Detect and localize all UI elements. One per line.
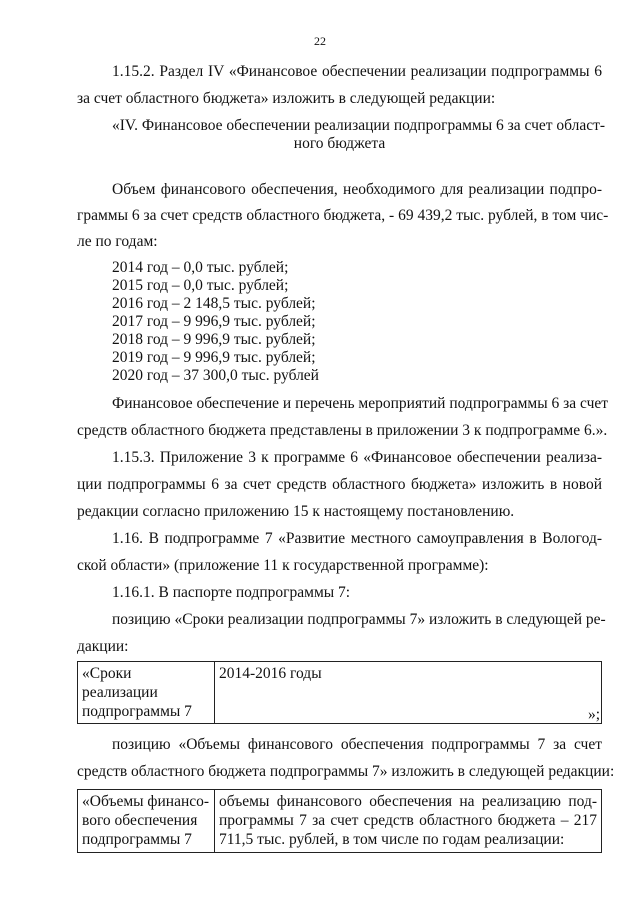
paragraph-4-line-2: ции подпрограммы 6 за счет средств областного бюджета» изложить в новой	[77, 476, 602, 493]
table-deadlines	[77, 661, 602, 724]
table-funding	[77, 789, 602, 853]
paragraph-5-line-2: ской области» (приложение 11 к государственной программе):	[77, 557, 489, 574]
paragraph-6-line-1: 1.16.1. В паспорте подпрограммы 7:	[112, 584, 351, 601]
section-heading-line-2: ного бюджета	[293, 135, 386, 152]
paragraph-7-line-2: дакции:	[77, 638, 129, 655]
table-deadlines-label-cell	[78, 662, 215, 724]
section-heading-line-1: «IV. Финансовое обеспечении реализации подпрограммы 6 за счет област-	[112, 117, 606, 134]
paragraph-2-line-2: граммы 6 за счет средств областного бюджета, - 69 439,2 тыс. рублей, в том чис-	[77, 207, 609, 224]
page-number: 22	[314, 34, 326, 48]
paragraph-2-line-1: Объем финансового обеспечения, необходимого для реализации подпро-	[112, 181, 602, 198]
year-item: 2017 год – 9 996,9 тыс. рублей;	[112, 313, 316, 330]
table-funding-value-cell	[215, 790, 602, 853]
table-funding-label-line-2: вого обеспечения	[82, 812, 198, 829]
paragraph-8-line-1: позицию «Объемы финансового обеспечения подпрограммы 7 за счет	[112, 736, 602, 753]
year-item: 2016 год – 2 148,5 тыс. рублей;	[112, 295, 316, 312]
table-deadlines-label-line-1: «Сроки реализации	[82, 665, 158, 701]
table-funding-label-cell	[78, 790, 215, 853]
paragraph-4-line-1: 1.15.3. Приложение 3 к программе 6 «Финансовое обеспечении реализа-	[112, 449, 602, 466]
table-funding-label-line-1: «Объемы финансо-	[82, 793, 210, 810]
table-deadlines-closing: »;	[588, 706, 601, 723]
paragraph-3-line-2: средств областного бюджета представлены в приложении 3 к подпрограмме 6.».	[77, 422, 608, 439]
year-item: 2015 год – 0,0 тыс. рублей;	[112, 277, 289, 294]
paragraph-5-line-1: 1.16. В подпрограмме 7 «Развитие местного самоуправления в Вологод-	[112, 530, 602, 547]
paragraph-7-line-1: позицию «Сроки реализации подпрограммы 7» изложить в следующей ре-	[112, 611, 606, 628]
paragraph-3-line-1: Финансовое обеспечение и перечень мероприятий подпрограммы 6 за счет	[112, 395, 609, 412]
paragraph-1-line-2: за счет областного бюджета» изложить в следующей редакции:	[77, 90, 496, 107]
paragraph-4-line-3: редакции согласно приложению 15 к настоящему постановлению.	[77, 503, 515, 520]
year-item: 2018 год – 9 996,9 тыс. рублей;	[112, 331, 316, 348]
table-funding-value-line-3: 711,5 тыс. рублей, в том числе по годам реализации:	[219, 831, 565, 848]
year-item: 2014 год – 0,0 тыс. рублей;	[112, 259, 289, 276]
table-funding-label-line-3: подпрограммы 7	[82, 831, 192, 848]
year-item: 2019 год – 9 996,9 тыс. рублей;	[112, 349, 316, 366]
table-deadlines-value-cell	[215, 662, 602, 724]
table-funding-value-line-2: программы 7 за счет средств областного бюджета – 217	[219, 812, 597, 829]
year-item: 2020 год – 37 300,0 тыс. рублей	[112, 367, 319, 384]
table-deadlines-label-line-2: подпрограммы 7	[82, 703, 192, 720]
table-deadlines-value: 2014-2016 годы	[219, 665, 322, 682]
paragraph-8-line-2: средств областного бюджета подпрограммы 7» изложить в следующей редакции:	[77, 763, 615, 780]
table-funding-value-line-1: объемы финансового обеспечения на реализацию под-	[219, 793, 597, 810]
paragraph-2-line-3: ле по годам:	[77, 233, 158, 250]
paragraph-1-line-1: 1.15.2. Раздел IV «Финансовое обеспечении реализации подпрограммы 6	[112, 63, 602, 80]
